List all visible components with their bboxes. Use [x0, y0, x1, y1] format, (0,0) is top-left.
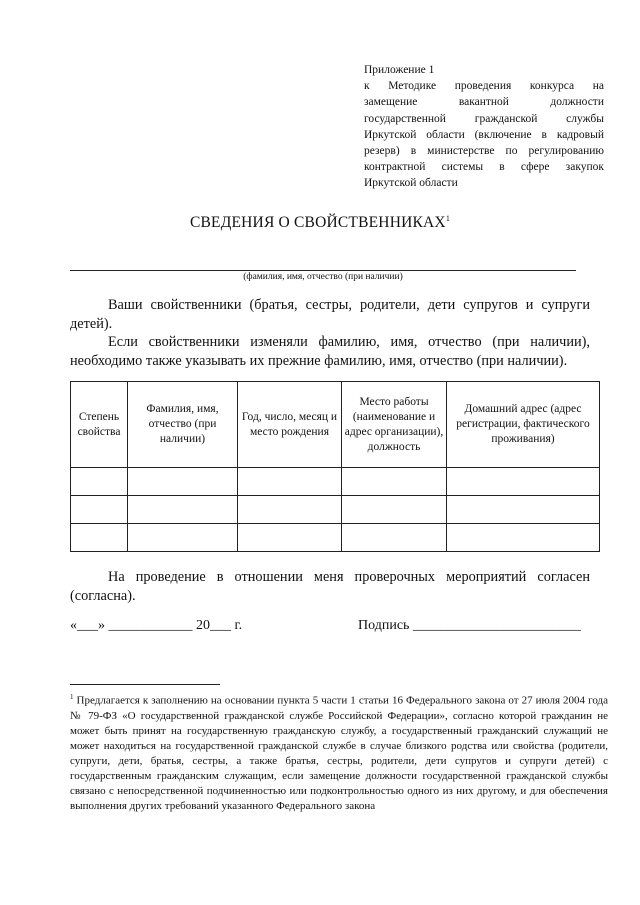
footnote — [70, 690, 608, 814]
table-cell[interactable] — [447, 524, 600, 552]
title-footnote-mark: 1 — [445, 214, 451, 223]
appendix-line: Иркутской области — [364, 177, 458, 190]
table-cell[interactable] — [128, 524, 238, 552]
header-degree: Степень свойства — [71, 382, 128, 468]
name-input-line[interactable] — [70, 270, 576, 271]
header-birth: Год, число, месяц и место рождения — [238, 382, 342, 468]
appendix-line: Приложение 1 — [364, 64, 435, 76]
footnote-divider — [70, 684, 220, 685]
table-cell[interactable] — [238, 524, 342, 552]
table-cell[interactable] — [128, 468, 238, 496]
appendix-block — [364, 62, 604, 192]
appendix-line: к Методике проведения конкурса на — [364, 80, 604, 93]
footnote-mark: 1 — [70, 693, 74, 701]
footnote-text: Предлагается к заполнению на основании пункта 5 части 1 статьи 16 Федерального закона от 27 июля 2004 года № 79-ФЗ «О государственной гражданской службе Российской Федерации», согласно которой гражданин не может быть принят на государственную гражданскую службу, а государственный гражданский служащий не может находиться на государственной гражданской службе в случае близкого родства или свойства (родители, супруги, дети, братья, сестры, а также братья, сестры, родители, дети супругов и супруги детей) с государственным гражданским служащим, если замещение должности государственной гражданской службы связано с непосредственной подчиненностью или подконтрольностью одного из них другому, и для обеспечения выполнения других требований указанного Федерального закона — [70, 694, 608, 813]
table-cell[interactable] — [71, 496, 128, 524]
signature-field[interactable]: Подпись ________________________ — [358, 618, 581, 633]
table-header-row — [71, 382, 600, 468]
appendix-line: замещение вакантной должности — [364, 96, 604, 109]
appendix-line: резерв) в министерстве по регулированию — [364, 145, 604, 158]
table-cell[interactable] — [71, 524, 128, 552]
name-caption: (фамилия, имя, отчество (при наличии) — [243, 272, 403, 282]
table-row — [71, 468, 600, 496]
date-field[interactable]: «___» ____________ 20___ г. — [70, 618, 243, 633]
appendix-line: государственной гражданской службы — [364, 112, 604, 125]
relatives-table — [70, 381, 600, 552]
table-cell[interactable] — [238, 468, 342, 496]
header-workplace: Место работы (наименование и адрес организации), должность — [342, 382, 447, 468]
consent-paragraph: На проведение в отношении меня проверочных мероприятий согласен (согласна). — [70, 569, 590, 604]
paragraph-name-change: Если свойственники изменяли фамилию, имя, отчество (при наличии), необходимо также указывать их прежние фамилию, имя, отчество (при наличии). — [70, 334, 590, 369]
table-cell[interactable] — [342, 468, 447, 496]
table-cell[interactable] — [71, 468, 128, 496]
table-cell[interactable] — [128, 496, 238, 524]
table-row — [71, 496, 600, 524]
table-cell[interactable] — [447, 496, 600, 524]
header-full-name: Фамилия, имя, отчество (при наличии) — [128, 382, 238, 468]
header-address: Домашний адрес (адрес регистрации, фактического проживания) — [447, 382, 600, 468]
table-row — [71, 524, 600, 552]
table-cell[interactable] — [342, 524, 447, 552]
table-cell[interactable] — [238, 496, 342, 524]
table-cell[interactable] — [447, 468, 600, 496]
table-cell[interactable] — [342, 496, 447, 524]
appendix-line: контрактной системы в сфере закупок — [364, 161, 604, 174]
page-title — [0, 214, 640, 232]
page-title-text: СВЕДЕНИЯ О СВОЙСТВЕННИКАХ — [189, 214, 446, 232]
paragraph-relatives: Ваши свойственники (братья, сестры, родители, дети супругов и супруги детей). — [70, 297, 590, 332]
appendix-line: Иркутской области (включение в кадровый — [364, 128, 604, 141]
